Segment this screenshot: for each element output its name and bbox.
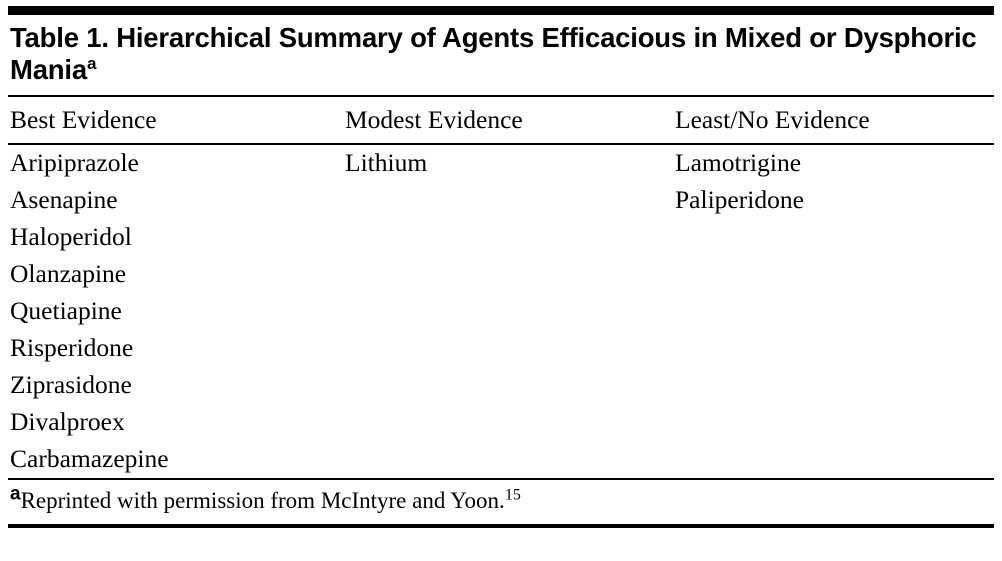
list-item: Divalproex bbox=[10, 407, 125, 437]
table-container bbox=[0, 6, 1002, 561]
cell-least-no-evidence bbox=[673, 145, 994, 478]
list-item: Risperidone bbox=[10, 333, 134, 363]
table-footnote bbox=[8, 480, 994, 524]
table-caption-text: Table 1. Hierarchical Summary of Agents Efficacious in Mixed or Dysphoric Mania bbox=[10, 22, 977, 86]
table-bottom-rule bbox=[8, 524, 994, 528]
column-header-modest-evidence: Modest Evidence bbox=[345, 105, 523, 135]
table-row bbox=[8, 145, 994, 478]
table-caption bbox=[8, 15, 994, 95]
list-item: Lithium bbox=[345, 148, 428, 178]
column-header-least-no-evidence: Least/No Evidence bbox=[675, 105, 870, 135]
list-item: Paliperidone bbox=[675, 185, 804, 215]
list-item: Lamotrigine bbox=[675, 148, 802, 178]
footnote-text: Reprinted with permission from McIntyre and Yoon. bbox=[20, 488, 505, 514]
column-header-best-evidence: Best Evidence bbox=[10, 105, 157, 135]
summary-table bbox=[8, 97, 994, 143]
list-item: Asenapine bbox=[10, 185, 118, 215]
list-item: Olanzapine bbox=[10, 259, 127, 289]
caption-footnote-marker: a bbox=[86, 54, 97, 74]
table-top-rule bbox=[8, 6, 994, 15]
cell-best-evidence bbox=[8, 145, 343, 478]
list-item: Quetiapine bbox=[10, 296, 122, 326]
cell-modest-evidence bbox=[343, 145, 673, 478]
footnote-marker: a bbox=[10, 483, 21, 505]
list-item: Carbamazepine bbox=[10, 444, 169, 474]
list-item: Aripiprazole bbox=[10, 148, 139, 178]
summary-table-body bbox=[8, 145, 994, 478]
footnote-reference: 15 bbox=[504, 486, 521, 504]
list-item: Haloperidol bbox=[10, 222, 132, 252]
table-header-row bbox=[8, 97, 994, 143]
list-item: Ziprasidone bbox=[10, 370, 132, 400]
